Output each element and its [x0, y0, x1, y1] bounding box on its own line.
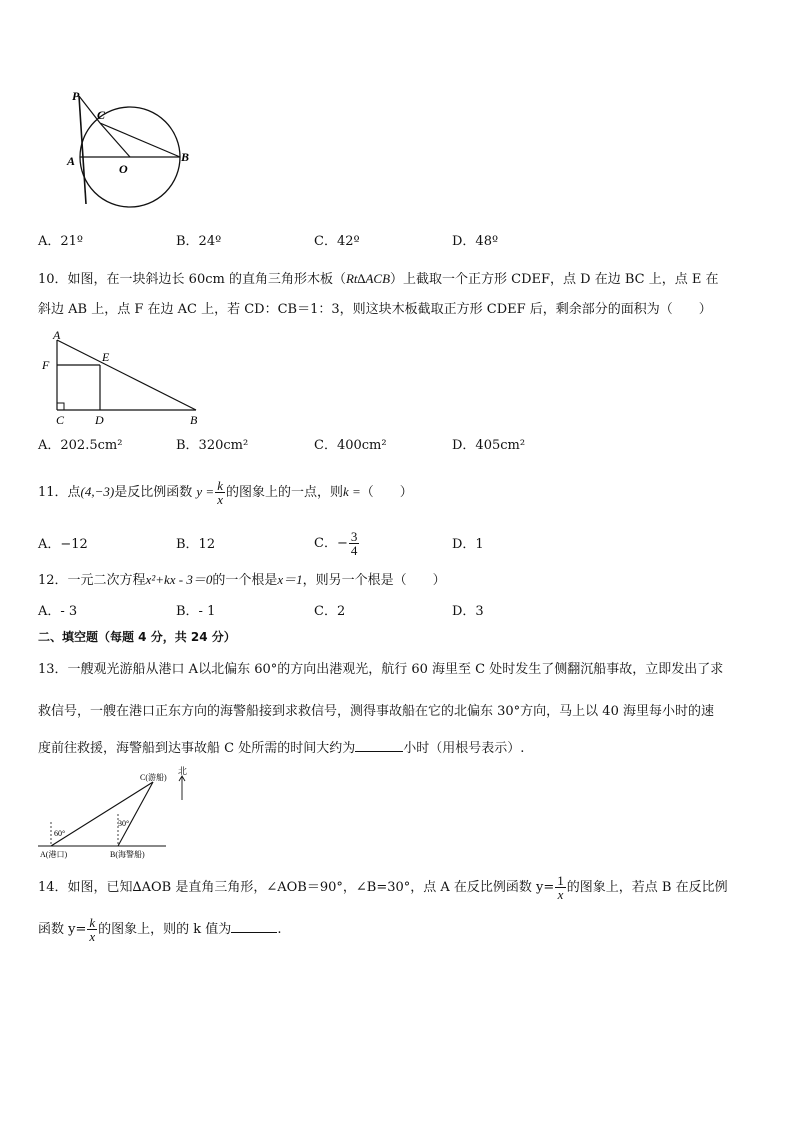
q9-option-c: C．42º [314, 234, 360, 249]
q12-option-c: C．2 [314, 604, 346, 619]
q14-frac1-num: 1 [557, 873, 564, 888]
q11-y-eq: y = [196, 484, 215, 499]
q11-post: 的图象上的一点，则 [225, 485, 343, 500]
q10-label-f: F [42, 358, 50, 372]
q10-math-rt: Rt∆ACB [345, 271, 391, 286]
q13-angle-a: 60° [54, 829, 66, 838]
q10-figure [38, 328, 208, 428]
q13-angle-b: 30° [118, 819, 130, 828]
q10-text-b: ）上截取一个正方形 CDEF，点 D 在边 BC 上，点 E 在 [390, 272, 719, 287]
q12-stem [38, 571, 446, 590]
q13-label-b: B(海警船) [110, 850, 145, 859]
q11-option-c-num: 3 [350, 529, 358, 544]
q14-line2-b: 的图象上，则的 k 值为 [98, 922, 232, 937]
q9-segment-co [100, 123, 130, 157]
q13-line3-b: 小时（用根号表示）. [403, 741, 525, 756]
q14-frac2-den: x [89, 929, 96, 944]
q11-k-eq: k = [342, 484, 361, 499]
q10-stem-line2: 斜边 AB 上，点 F 在边 AC 上，若 CD：CB＝1：3，则这块木板截取正方形 CDEF 后，剩余部分的面积为（ ） [38, 302, 712, 317]
q13-line1: 13．一艘观光游船从港口 A以北偏东 60°的方向出港观光，航行 60 海里至 C 处时发生了侧翻沉船事故，立即发出了求 [38, 662, 724, 677]
q10-right-angle-mark [57, 403, 64, 410]
q9-figure [60, 88, 200, 210]
q11-option-b: B．12 [176, 537, 216, 552]
q13-line3 [38, 739, 524, 758]
q11-paren: （ ） [360, 485, 413, 500]
q10-label-e: E [102, 350, 110, 364]
q10-hypotenuse-ab [57, 340, 196, 410]
q11-option-c-label: C．− [314, 536, 348, 551]
q10-label-a: A [53, 328, 61, 342]
q13-line3-a: 度前往救援，海警船到达事故船 C 处所需的时间大约为 [38, 741, 356, 756]
q14-line1-b: 的图象上，若点 B 在反比例 [566, 880, 728, 895]
q12-option-d: D．3 [452, 604, 484, 619]
q12-text-b: 的一个根是 [212, 573, 278, 588]
q9-label-c: C [97, 108, 106, 122]
q11-mid: 是反比例函数 [114, 485, 193, 500]
q14-line2-c: . [277, 922, 282, 937]
q12-text-c: ，则另一个根是（ ） [302, 573, 446, 588]
section-heading-fill-in: 二、填空题（每题 4 分，共 24 分） [38, 630, 236, 644]
q13-label-a: A(港口) [40, 850, 68, 859]
q14-line2-a: 函数 y= [38, 922, 87, 937]
q9-option-d: D．48º [452, 234, 499, 249]
q14-fraction-1 [555, 874, 566, 901]
q12-equation: x²+kx - 3＝0 [145, 572, 213, 587]
q9-label-o: O [119, 162, 128, 176]
q10-label-c: C [56, 413, 65, 427]
q11-frac-den: x [217, 492, 223, 507]
q13-figure [36, 764, 206, 864]
q9-label-a: A [67, 154, 76, 168]
q14-fraction-2 [87, 916, 97, 943]
q12-option-a: A．- 3 [38, 604, 78, 619]
q9-label-b: B [181, 150, 190, 164]
q11-point: (4,−3) [80, 484, 115, 499]
q12-text-a: 12．一元二次方程 [38, 573, 146, 588]
q9-option-a: A．21º [38, 234, 84, 249]
q10-option-c: C．400cm² [314, 438, 387, 453]
q9-option-b: B．24º [176, 234, 222, 249]
q14-line1-a: 14．如图，已知∆AOB 是直角三角形，∠AOB＝90°，∠B=30°，点 A 在反比例函数 y= [38, 880, 555, 895]
q10-text-a: 10．如图，在一块斜边长 60cm 的直角三角形木板（ [38, 272, 346, 287]
q10-stem-line1 [38, 270, 719, 289]
q10-label-d: D [95, 413, 104, 427]
q11-frac-num: k [217, 478, 223, 493]
q13-label-north: 北 [178, 766, 188, 776]
q14-frac2-num: k [89, 915, 96, 930]
q10-option-d: D．405cm² [452, 438, 526, 453]
q13-segment-ac [51, 782, 153, 846]
q10-option-a: A．202.5cm² [38, 438, 123, 453]
q11-option-c [314, 522, 360, 566]
q10-label-b: B [190, 413, 198, 427]
q14-line1 [38, 868, 728, 908]
q11-option-a: A．−12 [38, 537, 88, 552]
q13-answer-blank[interactable] [355, 739, 403, 752]
q11-option-c-fraction [349, 530, 360, 557]
q11-option-c-den: 4 [350, 543, 358, 558]
q14-line2 [38, 910, 281, 950]
q9-label-p: P [72, 89, 80, 103]
q11-pre: 11．点 [38, 485, 81, 500]
q14-frac1-den: x [555, 887, 566, 901]
q14-answer-blank[interactable] [231, 920, 277, 933]
q13-segment-bc [118, 782, 153, 846]
q13-label-c: C(游船) [140, 773, 167, 782]
q10-option-b: B．320cm² [176, 438, 249, 453]
q11-stem [38, 472, 413, 513]
q11-option-d: D．1 [452, 537, 484, 552]
q11-fraction [215, 479, 225, 506]
q9-segment-cb [100, 123, 180, 157]
q12-root: x＝1 [277, 572, 303, 587]
q12-option-b: B．- 1 [176, 604, 216, 619]
q13-line2: 救信号，一艘在港口正东方向的海警船接到求救信号，测得事故船在它的北偏东 30°方向，马上以 40 海里每小时的速 [38, 704, 714, 719]
